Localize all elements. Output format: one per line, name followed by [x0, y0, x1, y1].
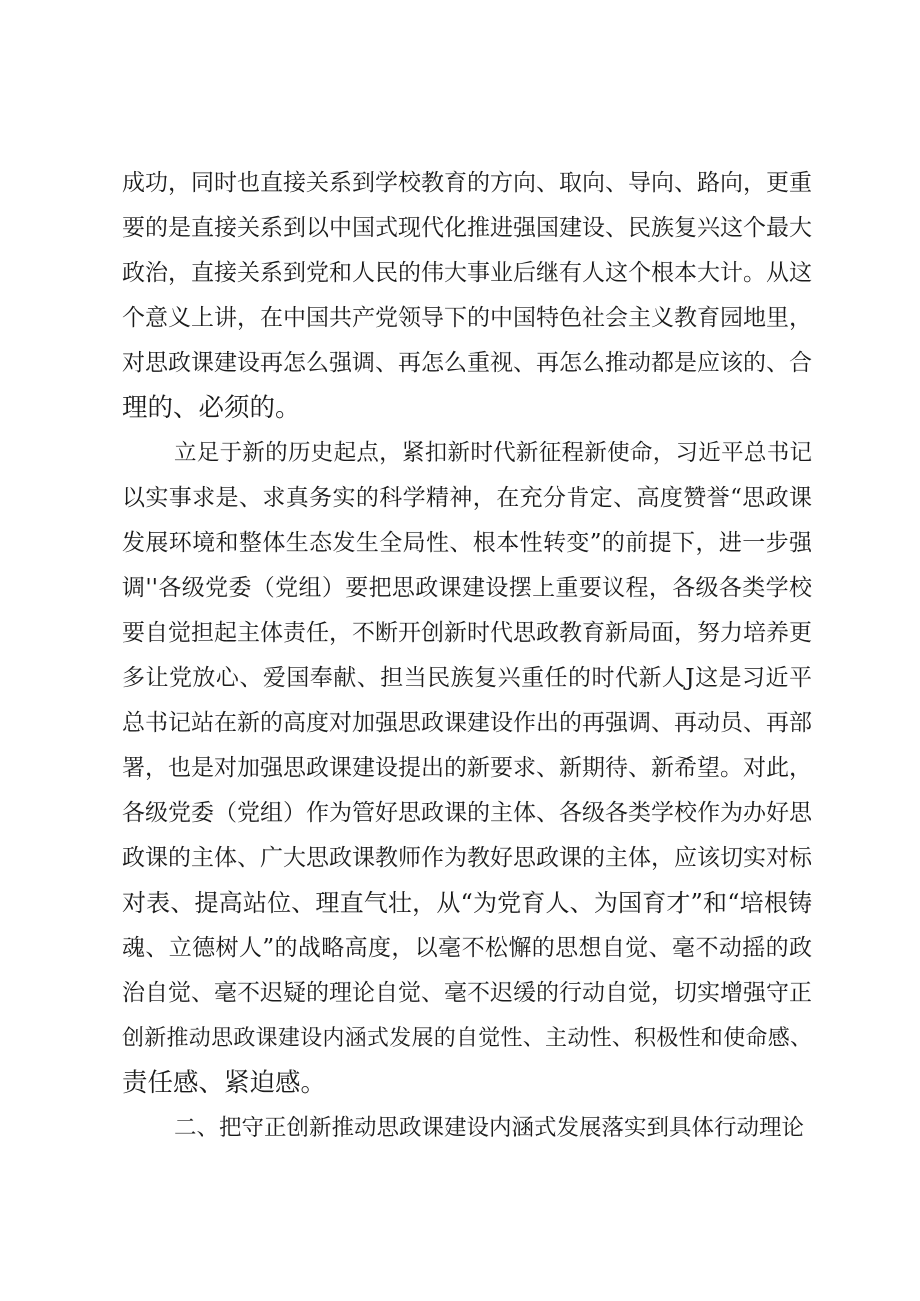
paragraph-line: 理的、必须的。 — [122, 393, 301, 423]
paragraph-line: 个意义上讲，在中国共产党领导下的中国特色社会主义教育园地里， — [122, 305, 812, 331]
paragraph-2 — [122, 431, 812, 1106]
paragraph-line: 成功，同时也直接关系到学校教育的方向、取向、导向、路向，更重 — [122, 170, 812, 196]
paragraph-1 — [122, 161, 812, 431]
paragraph-line: 各级党委（党组）作为管好思政课的主体、各级各类学校作为办好思 — [122, 800, 812, 826]
paragraph-line: 要自觉担起主体责任，不断开创新时代思政教育新局面，努力培养更 — [122, 620, 812, 646]
paragraph-line: 对思政课建设再怎么强调、再怎么重视、再怎么推动都是应该的、合 — [122, 350, 812, 376]
paragraph-line: 要的是直接关系到以中国式现代化推进强国建设、民族复兴这个最大 — [122, 215, 812, 241]
section-heading-line: 二、把守正创新推动思政课建设内涵式发展落实到具体行动理论 — [174, 1115, 805, 1141]
paragraph-line: 创新推动思政课建设内涵式发展的自觉性、主动性、积极性和使命感、 — [122, 1026, 812, 1051]
section-heading-2 — [122, 1106, 812, 1151]
paragraph-line: 署，也是对加强思政课建设提出的新要求、新期待、新希望。对此， — [122, 755, 812, 781]
paragraph-line: 发展环境和整体生态发生全局性、根本性转变”的前提下，进一步强 — [122, 530, 812, 556]
paragraph-line: 总书记站在新的高度对加强思政课建设作出的再强调、再动员、再部 — [122, 710, 812, 736]
paragraph-line: 魂、立德树人”的战略高度，以毫不松懈的思想自觉、毫不动摇的政 — [122, 935, 812, 961]
paragraph-line: 对表、提高站位、理直气壮，从“为党育人、为国育才”和“培根铸 — [122, 889, 812, 917]
paragraph-line: 以实事求是、求真务实的科学精神，在充分肯定、高度赞誉“思政课 — [122, 485, 812, 511]
paragraph-line: 治自觉、毫不迟疑的理论自觉、毫不迟缓的行动自觉，切实增强守正 — [122, 980, 812, 1006]
paragraph-line: 调''各级党委（党组）要把思政课建设摆上重要议程，各级各类学校 — [122, 575, 812, 601]
paragraph-line: 政治，直接关系到党和人民的伟大事业后继有人这个根本大计。从这 — [122, 260, 812, 286]
paragraph-line: 政课的主体、广大思政课教师作为教好思政课的主体，应该切实对标 — [122, 845, 812, 871]
document-body — [122, 161, 812, 1151]
paragraph-line: 多让党放心、爱国奉献、担当民族复兴重任的时代新人J这是习近平 — [122, 665, 812, 691]
paragraph-line: 立足于新的历史起点，紧扣新时代新征程新使命，习近平总书记 — [174, 440, 812, 466]
paragraph-line: 责任感、紧迫感。 — [122, 1068, 327, 1098]
